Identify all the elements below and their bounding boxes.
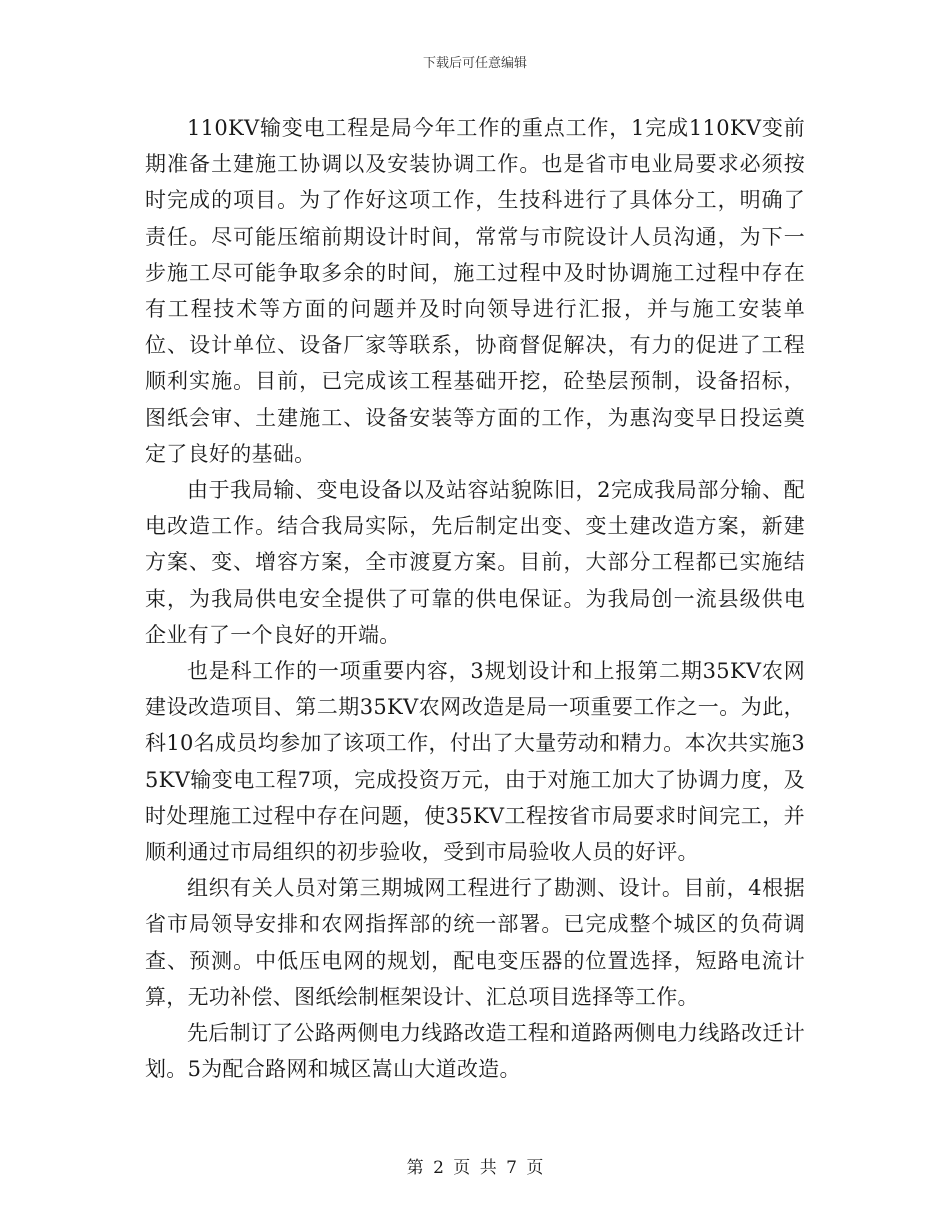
paragraph-4: 组织有关人员对第三期城网工程进行了勘测、设计。目前，4根据省市局领导安排和农网指挥部的统一部署。已完成整个城区的负荷调查、预测。中低压电网的规划，配电变压器的位置选择，短路电流计算，无功补偿、图纸绘制框架设计、汇总项目选择等工作。 [145,876,805,1009]
page-footer: 第 2 页 共 7 页 [406,1158,544,1178]
paragraph-1: 110KV输变电工程是局今年工作的重点工作，1完成110KV变前期准备土建施工协调以及安装协调工作。也是省市电业局要求必须按时完成的项目。为了作好这项工作，生技科进行了具体分工，明确了责任。尽可能压缩前期设计时间，常常与市院设计人员沟通，为下一步施工尽可能争取多余的时间，施工过程中及时协调施工过程中存在有工程技术等方面的问题并及时向领导进行汇报，并与施工安装单位、设计单位、设备厂家等联系，协商督促解决，有力的促进了工程顺利实施。目前，已完成该工程基础开挖，砼垫层预制，设备招标，图纸会审、土建施工、设备安装等方面的工作，为惠沟变早日投运奠定了良好的基础。 [145,116,805,466]
paragraph-5: 先后制订了公路两侧电力线路改造工程和道路两侧电力线路改迁计划。5为配合路网和城区嵩山大道改造。 [145,1021,805,1082]
paragraph-2: 由于我局输、变电设备以及站容站貌陈旧，2完成我局部分输、配电改造工作。结合我局实际，先后制定出变、变土建改造方案，新建方案、变、增容方案，全市渡夏方案。目前，大部分工程都已实施结束，为我局供电安全提供了可靠的供电保证。为我局创一流县级供电企业有了一个良好的开端。 [145,478,805,647]
paragraph-3: 也是科工作的一项重要内容，3规划设计和上报第二期35KV农网建设改造项目、第二期35KV农网改造是局一项重要工作之一。为此，科10名成员均参加了该项工作，付出了大量劳动和精力。本次共实施35KV输变电工程7项，完成投资万元，由于对施工加大了协调力度，及时处理施工过程中存在问题，使35KV工程按省市局要求时间完工，并顺利通过市局组织的初步验收，受到市局验收人员的好评。 [145,659,805,865]
page-header: 下载后可任意编辑 [422,56,527,71]
document-body [145,110,805,1087]
